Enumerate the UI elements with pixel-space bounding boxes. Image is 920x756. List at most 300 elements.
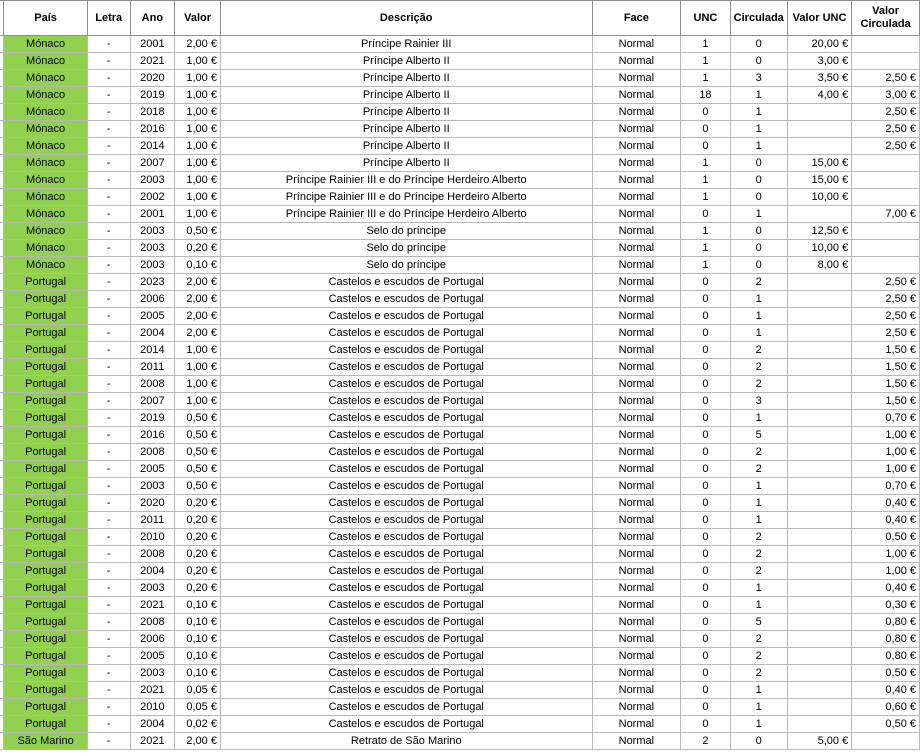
cell-unc[interactable]: 0 [681,529,730,546]
cell-valor[interactable]: 0,10 € [175,597,221,614]
cell-valor-unc[interactable] [787,444,851,461]
cell-circulada[interactable]: 1 [730,597,787,614]
cell-valor-circulada[interactable]: 1,00 € [852,563,920,580]
cell-letra[interactable]: - [87,274,130,291]
cell-valor[interactable]: 1,00 € [175,393,221,410]
cell-letra[interactable]: - [87,104,130,121]
cell-circulada[interactable]: 2 [730,359,787,376]
cell-face[interactable]: Normal [592,189,681,206]
cell-descricao[interactable]: Príncipe Rainier III e do Príncipe Herdeiro Alberto [220,206,592,223]
cell-circulada[interactable]: 2 [730,563,787,580]
cell-valor-circulada[interactable]: 0,40 € [852,495,920,512]
cell-circulada[interactable]: 5 [730,427,787,444]
cell-valor[interactable]: 0,05 € [175,682,221,699]
cell-descricao[interactable]: Príncipe Alberto II [220,104,592,121]
cell-descricao[interactable]: Castelos e escudos de Portugal [220,563,592,580]
cell-valor-circulada[interactable] [852,189,920,206]
cell-pais[interactable]: Portugal [4,716,87,733]
cell-pais[interactable]: Mónaco [4,138,87,155]
cell-face[interactable]: Normal [592,716,681,733]
cell-face[interactable]: Normal [592,274,681,291]
cell-circulada[interactable]: 1 [730,682,787,699]
cell-valor[interactable]: 0,20 € [175,495,221,512]
cell-pais[interactable]: Portugal [4,376,87,393]
cell-circulada[interactable]: 0 [730,240,787,257]
cell-letra[interactable]: - [87,291,130,308]
cell-ano[interactable]: 2003 [130,223,175,240]
cell-letra[interactable]: - [87,665,130,682]
cell-ano[interactable]: 2002 [130,189,175,206]
cell-ano[interactable]: 2020 [130,70,175,87]
cell-valor[interactable]: 0,20 € [175,580,221,597]
cell-face[interactable]: Normal [592,393,681,410]
cell-ano[interactable]: 2004 [130,563,175,580]
cell-circulada[interactable]: 1 [730,104,787,121]
cell-face[interactable]: Normal [592,461,681,478]
cell-face[interactable]: Normal [592,308,681,325]
cell-circulada[interactable]: 5 [730,614,787,631]
cell-unc[interactable]: 1 [681,223,730,240]
cell-valor-unc[interactable] [787,376,851,393]
cell-descricao[interactable]: Castelos e escudos de Portugal [220,359,592,376]
cell-letra[interactable]: - [87,512,130,529]
cell-valor-circulada[interactable]: 1,50 € [852,393,920,410]
cell-descricao[interactable]: Retrato de São Marino [220,733,592,750]
cell-unc[interactable]: 0 [681,393,730,410]
cell-unc[interactable]: 0 [681,206,730,223]
cell-circulada[interactable]: 0 [730,155,787,172]
cell-unc[interactable]: 0 [681,580,730,597]
cell-unc[interactable]: 0 [681,410,730,427]
cell-valor[interactable]: 2,00 € [175,733,221,750]
cell-valor-circulada[interactable]: 2,50 € [852,325,920,342]
cell-valor[interactable]: 0,50 € [175,478,221,495]
cell-pais[interactable]: Portugal [4,495,87,512]
cell-pais[interactable]: Mónaco [4,121,87,138]
cell-face[interactable]: Normal [592,699,681,716]
cell-descricao[interactable]: Príncipe Alberto II [220,70,592,87]
cell-valor[interactable]: 1,00 € [175,342,221,359]
cell-ano[interactable]: 2014 [130,138,175,155]
cell-valor-circulada[interactable]: 2,50 € [852,121,920,138]
cell-valor[interactable]: 2,00 € [175,36,221,53]
header-valor-unc[interactable]: Valor UNC [787,1,851,36]
cell-ano[interactable]: 2007 [130,155,175,172]
cell-face[interactable]: Normal [592,240,681,257]
cell-descricao[interactable]: Castelos e escudos de Portugal [220,665,592,682]
cell-unc[interactable]: 0 [681,274,730,291]
cell-ano[interactable]: 2021 [130,733,175,750]
cell-circulada[interactable]: 1 [730,291,787,308]
cell-descricao[interactable]: Castelos e escudos de Portugal [220,597,592,614]
cell-descricao[interactable]: Castelos e escudos de Portugal [220,291,592,308]
cell-valor-unc[interactable] [787,206,851,223]
cell-valor[interactable]: 2,00 € [175,308,221,325]
cell-pais[interactable]: Portugal [4,308,87,325]
cell-valor-circulada[interactable]: 2,50 € [852,138,920,155]
cell-unc[interactable]: 0 [681,597,730,614]
cell-valor[interactable]: 1,00 € [175,172,221,189]
cell-ano[interactable]: 2010 [130,699,175,716]
cell-face[interactable]: Normal [592,631,681,648]
cell-letra[interactable]: - [87,53,130,70]
cell-valor[interactable]: 0,20 € [175,563,221,580]
cell-valor-circulada[interactable]: 0,50 € [852,716,920,733]
cell-valor-unc[interactable] [787,342,851,359]
cell-pais[interactable]: Portugal [4,478,87,495]
cell-unc[interactable]: 0 [681,699,730,716]
cell-ano[interactable]: 2011 [130,512,175,529]
cell-descricao[interactable]: Príncipe Rainier III [220,36,592,53]
cell-valor-unc[interactable] [787,410,851,427]
cell-descricao[interactable]: Príncipe Alberto II [220,155,592,172]
cell-circulada[interactable]: 0 [730,223,787,240]
cell-unc[interactable]: 18 [681,87,730,104]
cell-valor-circulada[interactable]: 0,50 € [852,665,920,682]
cell-valor-unc[interactable] [787,121,851,138]
cell-valor-unc[interactable] [787,138,851,155]
cell-circulada[interactable]: 0 [730,53,787,70]
cell-valor[interactable]: 0,50 € [175,223,221,240]
cell-valor-unc[interactable] [787,461,851,478]
cell-ano[interactable]: 2019 [130,410,175,427]
cell-letra[interactable]: - [87,495,130,512]
cell-face[interactable]: Normal [592,359,681,376]
cell-letra[interactable]: - [87,716,130,733]
cell-descricao[interactable]: Castelos e escudos de Portugal [220,461,592,478]
cell-face[interactable]: Normal [592,529,681,546]
cell-ano[interactable]: 2008 [130,546,175,563]
cell-descricao[interactable]: Castelos e escudos de Portugal [220,699,592,716]
cell-descricao[interactable]: Príncipe Rainier III e do Príncipe Herdeiro Alberto [220,172,592,189]
cell-valor-unc[interactable] [787,291,851,308]
cell-ano[interactable]: 2021 [130,682,175,699]
cell-pais[interactable]: Mónaco [4,257,87,274]
cell-circulada[interactable]: 1 [730,121,787,138]
cell-ano[interactable]: 2005 [130,308,175,325]
cell-descricao[interactable]: Castelos e escudos de Portugal [220,512,592,529]
cell-valor-circulada[interactable]: 2,50 € [852,104,920,121]
cell-unc[interactable]: 0 [681,308,730,325]
cell-ano[interactable]: 2016 [130,427,175,444]
cell-pais[interactable]: Portugal [4,325,87,342]
cell-descricao[interactable]: Príncipe Alberto II [220,121,592,138]
cell-valor-unc[interactable]: 3,00 € [787,53,851,70]
cell-pais[interactable]: Mónaco [4,104,87,121]
cell-face[interactable]: Normal [592,121,681,138]
cell-valor-circulada[interactable]: 0,40 € [852,512,920,529]
cell-unc[interactable]: 0 [681,121,730,138]
cell-face[interactable]: Normal [592,563,681,580]
cell-face[interactable]: Normal [592,206,681,223]
cell-valor-unc[interactable] [787,529,851,546]
cell-letra[interactable]: - [87,87,130,104]
cell-pais[interactable]: Mónaco [4,189,87,206]
cell-pais[interactable]: Mónaco [4,223,87,240]
cell-unc[interactable]: 0 [681,546,730,563]
cell-pais[interactable]: Portugal [4,274,87,291]
cell-valor-unc[interactable] [787,274,851,291]
cell-valor[interactable]: 0,10 € [175,614,221,631]
cell-valor[interactable]: 1,00 € [175,87,221,104]
cell-letra[interactable]: - [87,563,130,580]
cell-valor-circulada[interactable]: 0,50 € [852,529,920,546]
cell-ano[interactable]: 2008 [130,614,175,631]
cell-valor-circulada[interactable] [852,240,920,257]
cell-letra[interactable]: - [87,733,130,750]
cell-unc[interactable]: 0 [681,478,730,495]
header-ano[interactable]: Ano [130,1,175,36]
cell-valor-unc[interactable] [787,648,851,665]
cell-pais[interactable]: Mónaco [4,53,87,70]
cell-face[interactable]: Normal [592,427,681,444]
cell-valor-circulada[interactable]: 0,60 € [852,699,920,716]
cell-circulada[interactable]: 1 [730,87,787,104]
cell-valor-circulada[interactable]: 0,40 € [852,580,920,597]
cell-letra[interactable]: - [87,70,130,87]
cell-valor[interactable]: 0,10 € [175,648,221,665]
cell-ano[interactable]: 2006 [130,631,175,648]
cell-unc[interactable]: 1 [681,257,730,274]
cell-valor-unc[interactable]: 15,00 € [787,155,851,172]
cell-ano[interactable]: 2008 [130,444,175,461]
cell-circulada[interactable]: 1 [730,138,787,155]
cell-unc[interactable]: 1 [681,189,730,206]
cell-ano[interactable]: 2001 [130,36,175,53]
cell-unc[interactable]: 0 [681,376,730,393]
cell-ano[interactable]: 2011 [130,359,175,376]
cell-descricao[interactable]: Castelos e escudos de Portugal [220,682,592,699]
cell-valor-circulada[interactable]: 0,40 € [852,682,920,699]
cell-valor-circulada[interactable]: 2,50 € [852,291,920,308]
cell-circulada[interactable]: 2 [730,631,787,648]
cell-descricao[interactable]: Castelos e escudos de Portugal [220,376,592,393]
cell-letra[interactable]: - [87,223,130,240]
cell-unc[interactable]: 0 [681,359,730,376]
cell-face[interactable]: Normal [592,342,681,359]
cell-ano[interactable]: 2007 [130,393,175,410]
cell-letra[interactable]: - [87,342,130,359]
cell-valor-circulada[interactable] [852,155,920,172]
cell-valor-circulada[interactable]: 1,00 € [852,461,920,478]
cell-face[interactable]: Normal [592,36,681,53]
header-face[interactable]: Face [592,1,681,36]
cell-letra[interactable]: - [87,240,130,257]
cell-valor-circulada[interactable]: 0,80 € [852,648,920,665]
cell-unc[interactable]: 0 [681,512,730,529]
cell-circulada[interactable]: 2 [730,648,787,665]
cell-letra[interactable]: - [87,699,130,716]
cell-unc[interactable]: 1 [681,70,730,87]
cell-valor-circulada[interactable] [852,733,920,750]
cell-valor-unc[interactable]: 20,00 € [787,36,851,53]
cell-unc[interactable]: 0 [681,495,730,512]
cell-valor[interactable]: 1,00 € [175,70,221,87]
cell-valor-circulada[interactable] [852,172,920,189]
cell-face[interactable]: Normal [592,172,681,189]
cell-letra[interactable]: - [87,138,130,155]
cell-face[interactable]: Normal [592,682,681,699]
cell-pais[interactable]: Portugal [4,580,87,597]
cell-unc[interactable]: 1 [681,53,730,70]
cell-circulada[interactable]: 0 [730,172,787,189]
cell-descricao[interactable]: Castelos e escudos de Portugal [220,325,592,342]
cell-valor-unc[interactable] [787,104,851,121]
cell-valor-unc[interactable] [787,512,851,529]
cell-circulada[interactable]: 0 [730,733,787,750]
cell-ano[interactable]: 2018 [130,104,175,121]
cell-pais[interactable]: Portugal [4,563,87,580]
cell-ano[interactable]: 2004 [130,716,175,733]
cell-face[interactable]: Normal [592,53,681,70]
cell-descricao[interactable]: Castelos e escudos de Portugal [220,529,592,546]
cell-circulada[interactable]: 2 [730,546,787,563]
cell-unc[interactable]: 0 [681,614,730,631]
cell-circulada[interactable]: 1 [730,478,787,495]
cell-ano[interactable]: 2014 [130,342,175,359]
cell-unc[interactable]: 1 [681,155,730,172]
cell-descricao[interactable]: Castelos e escudos de Portugal [220,274,592,291]
cell-circulada[interactable]: 2 [730,461,787,478]
cell-pais[interactable]: São Marino [4,733,87,750]
cell-valor-unc[interactable] [787,597,851,614]
cell-valor[interactable]: 0,20 € [175,512,221,529]
cell-face[interactable]: Normal [592,478,681,495]
cell-descricao[interactable]: Príncipe Alberto II [220,87,592,104]
cell-descricao[interactable]: Selo do príncipe [220,240,592,257]
cell-circulada[interactable]: 1 [730,699,787,716]
cell-pais[interactable]: Portugal [4,597,87,614]
cell-pais[interactable]: Portugal [4,614,87,631]
cell-circulada[interactable]: 1 [730,580,787,597]
cell-valor[interactable]: 0,10 € [175,665,221,682]
cell-circulada[interactable]: 1 [730,410,787,427]
cell-valor-unc[interactable]: 10,00 € [787,189,851,206]
cell-letra[interactable]: - [87,614,130,631]
cell-descricao[interactable]: Castelos e escudos de Portugal [220,546,592,563]
cell-circulada[interactable]: 2 [730,444,787,461]
cell-descricao[interactable]: Castelos e escudos de Portugal [220,614,592,631]
cell-ano[interactable]: 2001 [130,206,175,223]
cell-letra[interactable]: - [87,648,130,665]
cell-face[interactable]: Normal [592,648,681,665]
cell-pais[interactable]: Portugal [4,444,87,461]
cell-pais[interactable]: Mónaco [4,172,87,189]
cell-valor-unc[interactable] [787,682,851,699]
cell-circulada[interactable]: 1 [730,308,787,325]
cell-face[interactable]: Normal [592,410,681,427]
cell-ano[interactable]: 2021 [130,53,175,70]
cell-face[interactable]: Normal [592,138,681,155]
cell-circulada[interactable]: 1 [730,495,787,512]
cell-valor[interactable]: 1,00 € [175,155,221,172]
cell-valor-circulada[interactable]: 0,70 € [852,410,920,427]
cell-ano[interactable]: 2003 [130,478,175,495]
cell-pais[interactable]: Portugal [4,291,87,308]
cell-valor-circulada[interactable]: 1,00 € [852,444,920,461]
cell-unc[interactable]: 0 [681,716,730,733]
cell-valor[interactable]: 1,00 € [175,359,221,376]
cell-circulada[interactable]: 1 [730,325,787,342]
cell-ano[interactable]: 2003 [130,240,175,257]
cell-letra[interactable]: - [87,529,130,546]
cell-letra[interactable]: - [87,359,130,376]
cell-pais[interactable]: Portugal [4,546,87,563]
cell-descricao[interactable]: Castelos e escudos de Portugal [220,427,592,444]
cell-valor-circulada[interactable] [852,36,920,53]
cell-descricao[interactable]: Castelos e escudos de Portugal [220,495,592,512]
cell-letra[interactable]: - [87,308,130,325]
cell-letra[interactable]: - [87,597,130,614]
cell-letra[interactable]: - [87,580,130,597]
cell-circulada[interactable]: 2 [730,665,787,682]
cell-ano[interactable]: 2008 [130,376,175,393]
cell-circulada[interactable]: 1 [730,512,787,529]
cell-valor-unc[interactable] [787,308,851,325]
cell-letra[interactable]: - [87,206,130,223]
cell-face[interactable]: Normal [592,70,681,87]
cell-valor[interactable]: 1,00 € [175,53,221,70]
cell-pais[interactable]: Portugal [4,529,87,546]
cell-pais[interactable]: Mónaco [4,87,87,104]
cell-valor-unc[interactable]: 4,00 € [787,87,851,104]
cell-valor-circulada[interactable]: 1,00 € [852,546,920,563]
cell-valor[interactable]: 0,20 € [175,546,221,563]
cell-valor-circulada[interactable] [852,53,920,70]
header-pais[interactable]: País [4,1,87,36]
cell-valor[interactable]: 0,50 € [175,410,221,427]
cell-valor-unc[interactable]: 12,50 € [787,223,851,240]
cell-valor-circulada[interactable]: 3,00 € [852,87,920,104]
cell-ano[interactable]: 2004 [130,325,175,342]
cell-pais[interactable]: Portugal [4,461,87,478]
cell-pais[interactable]: Portugal [4,342,87,359]
cell-unc[interactable]: 0 [681,682,730,699]
cell-descricao[interactable]: Castelos e escudos de Portugal [220,648,592,665]
cell-descricao[interactable]: Selo do príncipe [220,257,592,274]
cell-face[interactable]: Normal [592,291,681,308]
cell-valor-unc[interactable] [787,495,851,512]
cell-valor-unc[interactable] [787,716,851,733]
cell-ano[interactable]: 2006 [130,291,175,308]
cell-letra[interactable]: - [87,189,130,206]
cell-descricao[interactable]: Príncipe Alberto II [220,53,592,70]
cell-valor-circulada[interactable]: 7,00 € [852,206,920,223]
cell-valor[interactable]: 0,50 € [175,461,221,478]
cell-unc[interactable]: 0 [681,563,730,580]
cell-valor-unc[interactable] [787,427,851,444]
cell-valor-circulada[interactable]: 1,50 € [852,359,920,376]
cell-face[interactable]: Normal [592,104,681,121]
cell-valor-unc[interactable]: 3,50 € [787,70,851,87]
cell-valor[interactable]: 0,02 € [175,716,221,733]
cell-face[interactable]: Normal [592,665,681,682]
cell-descricao[interactable]: Castelos e escudos de Portugal [220,580,592,597]
cell-valor[interactable]: 1,00 € [175,189,221,206]
cell-letra[interactable]: - [87,121,130,138]
cell-valor-circulada[interactable]: 0,80 € [852,631,920,648]
cell-descricao[interactable]: Castelos e escudos de Portugal [220,716,592,733]
cell-valor[interactable]: 0,50 € [175,427,221,444]
cell-face[interactable]: Normal [592,597,681,614]
cell-descricao[interactable]: Castelos e escudos de Portugal [220,444,592,461]
cell-circulada[interactable]: 1 [730,716,787,733]
cell-valor-unc[interactable] [787,563,851,580]
cell-valor-unc[interactable] [787,546,851,563]
cell-unc[interactable]: 0 [681,342,730,359]
header-unc[interactable]: UNC [681,1,730,36]
cell-face[interactable]: Normal [592,87,681,104]
